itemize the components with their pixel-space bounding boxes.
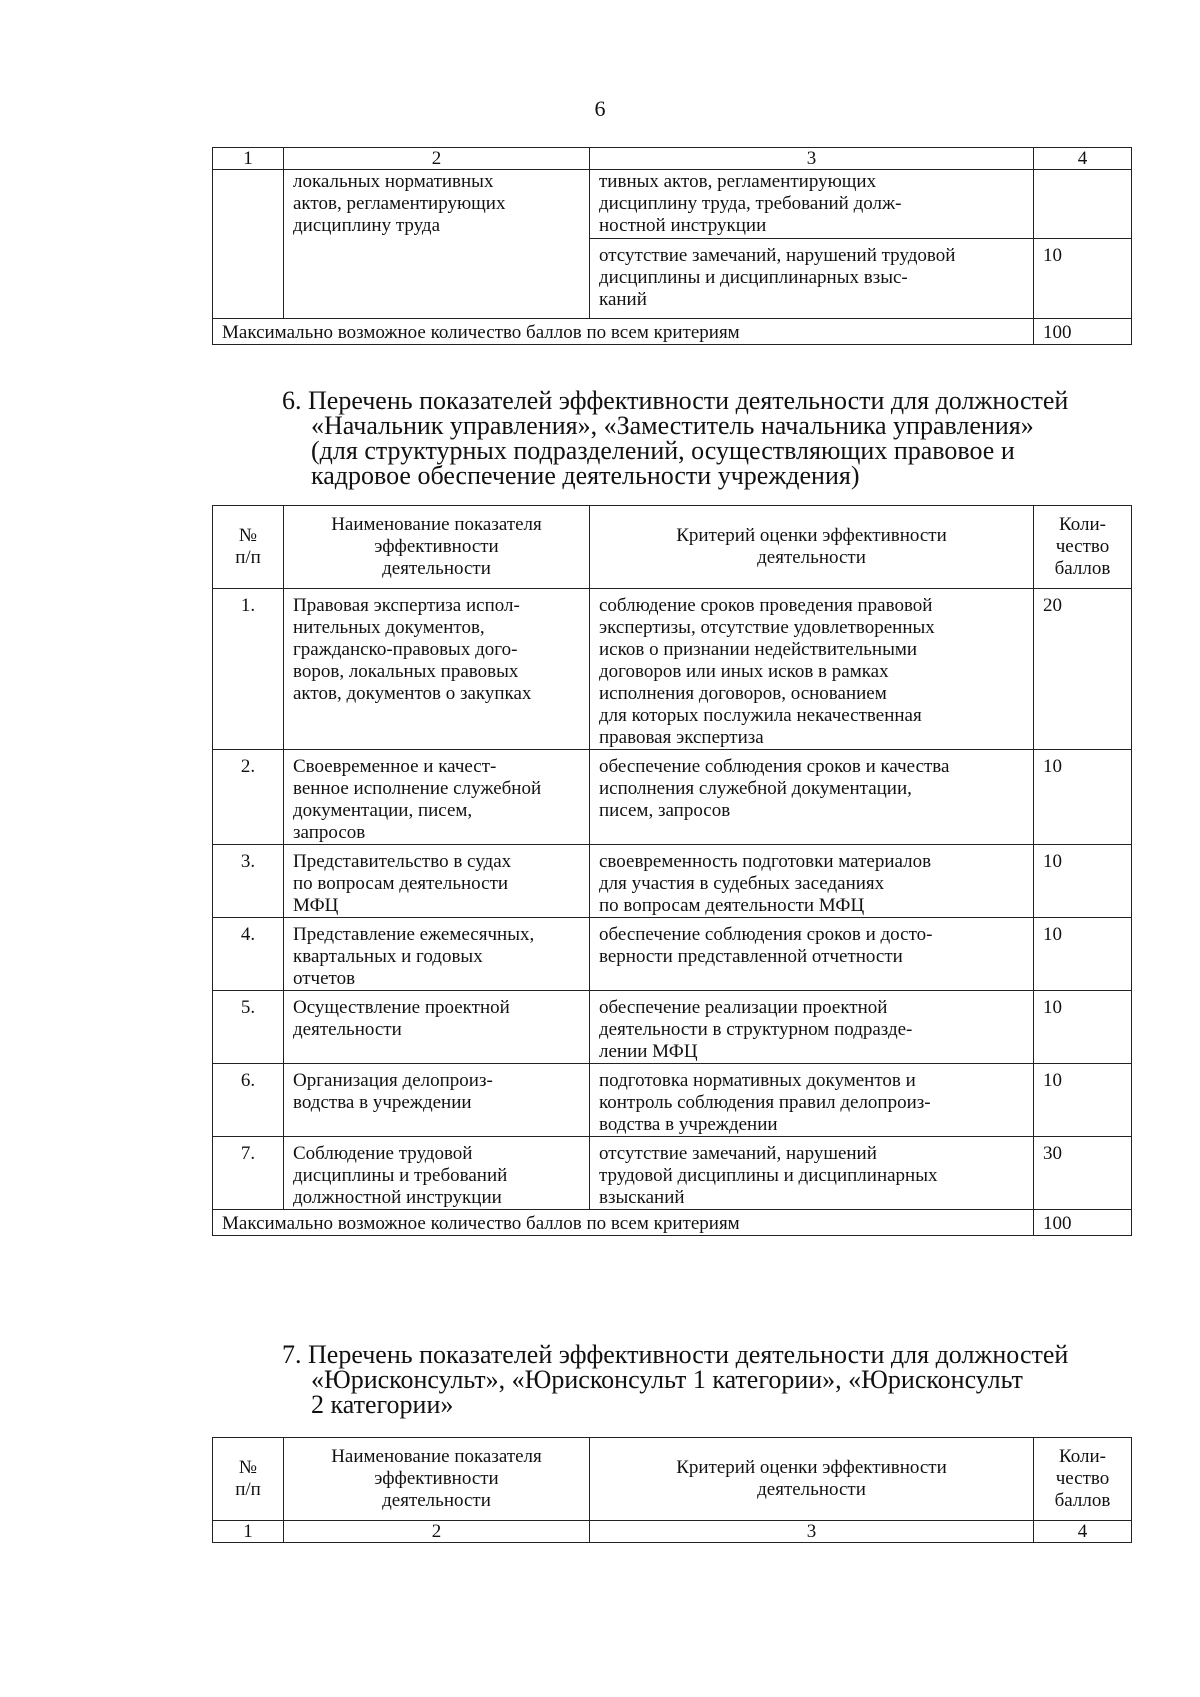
continuation-table bbox=[212, 147, 1132, 345]
text-line: писем, запросов bbox=[599, 800, 731, 821]
heading-line: кадровое обеспечение деятельности учреждения) bbox=[311, 461, 860, 490]
text-line: дисциплины и дисциплинарных взыс- bbox=[599, 267, 908, 288]
text-line: исполнения договоров, основанием bbox=[599, 683, 887, 704]
text-line: деятельности в структурном подразде- bbox=[599, 1019, 913, 1040]
text-line: документации, писем, bbox=[293, 800, 473, 821]
score-cell: 10 bbox=[1034, 239, 1132, 319]
header-row bbox=[213, 1438, 1132, 1521]
indicator-name bbox=[284, 589, 590, 750]
criterion bbox=[590, 750, 1034, 845]
text-line: водства в учреждении bbox=[599, 1114, 778, 1135]
colnum-cell: 2 bbox=[284, 148, 590, 170]
indicator-name bbox=[284, 991, 590, 1064]
text-line: обеспечение реализации проектной bbox=[599, 997, 888, 1018]
score-cell bbox=[1034, 170, 1132, 239]
table-row bbox=[213, 589, 1132, 750]
text-line: каний bbox=[599, 289, 647, 310]
table-row bbox=[213, 750, 1132, 845]
text-line: МФЦ bbox=[293, 895, 339, 916]
text-line: водства в учреждении bbox=[293, 1092, 472, 1113]
score: 10 bbox=[1034, 845, 1132, 918]
section-7-table bbox=[212, 1437, 1132, 1543]
score: 20 bbox=[1034, 589, 1132, 750]
text-line: Осуществление проектной bbox=[293, 997, 510, 1018]
page-number: 6 bbox=[594, 96, 606, 121]
criterion bbox=[590, 991, 1034, 1064]
text-line: Своевременное и качест- bbox=[293, 756, 497, 777]
text-line: эффективности bbox=[374, 536, 499, 557]
text-line: трудовой дисциплины и дисциплинарных bbox=[599, 1165, 938, 1186]
text-line: Критерий оценки эффективности bbox=[676, 525, 947, 546]
colnum-cell: 3 bbox=[590, 1521, 1034, 1543]
text-line: деятельности bbox=[757, 547, 866, 568]
text-line: деятельности bbox=[293, 1019, 402, 1040]
text-line: Организация делопроиз- bbox=[293, 1070, 493, 1091]
text-line: баллов bbox=[1054, 1490, 1111, 1511]
colnum-cell: 1 bbox=[213, 148, 284, 170]
text-line: для которых послужила некачественная bbox=[599, 705, 922, 726]
num-cell bbox=[213, 170, 284, 319]
text-line: воров, локальных правовых bbox=[293, 661, 519, 682]
total-value: 100 bbox=[1034, 1210, 1132, 1236]
table-row bbox=[213, 170, 1132, 239]
row-num: 1. bbox=[213, 589, 284, 750]
header-name bbox=[284, 1438, 590, 1521]
text-line: для участия в судебных заседаниях bbox=[599, 873, 885, 894]
text-line: локальных нормативных bbox=[293, 171, 494, 192]
header-score bbox=[1034, 506, 1132, 589]
row-num: 2. bbox=[213, 750, 284, 845]
text-line: правовая экспертиза bbox=[599, 727, 764, 748]
table-row bbox=[213, 1137, 1132, 1210]
section-6-heading bbox=[282, 388, 1142, 488]
score: 10 bbox=[1034, 991, 1132, 1064]
text-line: Соблюдение трудовой bbox=[293, 1143, 473, 1164]
text-line: исполнения служебной документации, bbox=[599, 778, 912, 799]
score: 10 bbox=[1034, 1064, 1132, 1137]
text-line: соблюдение сроков проведения правовой bbox=[599, 595, 933, 616]
colnum-cell: 1 bbox=[213, 1521, 284, 1543]
text-line: квартальных и годовых bbox=[293, 946, 483, 967]
criterion bbox=[590, 845, 1034, 918]
header-name bbox=[284, 506, 590, 589]
text-line: экспертизы, отсутствие удовлетворенных bbox=[599, 617, 935, 638]
text-line: деятельности bbox=[757, 1479, 866, 1500]
text-line: чество bbox=[1055, 1468, 1110, 1489]
heading-line: 6. Перечень показателей эффективности деятельности для должностей bbox=[282, 386, 1069, 415]
indicator-name bbox=[284, 1064, 590, 1137]
row-num: 3. bbox=[213, 845, 284, 918]
text-line: Коли- bbox=[1059, 1446, 1106, 1467]
heading-line: (для структурных подразделений, осуществляющих правовое и bbox=[311, 436, 1015, 465]
criterion bbox=[590, 1137, 1034, 1210]
text-line: п/п bbox=[235, 547, 261, 568]
header-criterion bbox=[590, 506, 1034, 589]
indicator-name bbox=[284, 845, 590, 918]
text-line: тивных актов, регламентирующих bbox=[599, 171, 877, 192]
text-line: Критерий оценки эффективности bbox=[676, 1457, 947, 1478]
text-line: нительных документов, bbox=[293, 617, 485, 638]
text-line: Наименование показателя bbox=[331, 1446, 542, 1467]
criterion bbox=[590, 918, 1034, 991]
text-line: баллов bbox=[1054, 558, 1111, 579]
column-number-row bbox=[213, 148, 1132, 170]
criterion bbox=[590, 589, 1034, 750]
section-6-table bbox=[212, 505, 1132, 1236]
text-line: деятельности bbox=[382, 558, 491, 579]
text-line: Правовая экспертиза испол- bbox=[293, 595, 520, 616]
text-line: ностной инструкции bbox=[599, 215, 767, 236]
text-line: запросов bbox=[293, 822, 366, 843]
row-num: 5. bbox=[213, 991, 284, 1064]
heading-line: «Начальник управления», «Заместитель начальника управления» bbox=[311, 411, 1034, 440]
text-line: венное исполнение служебной bbox=[293, 778, 542, 799]
colnum-cell: 2 bbox=[284, 1521, 590, 1543]
criterion-cell bbox=[590, 239, 1034, 319]
text-line: верности представленной отчетности bbox=[599, 946, 903, 967]
text-line: № bbox=[238, 525, 258, 546]
section-7-heading bbox=[282, 1342, 1142, 1417]
text-line: по вопросам деятельности МФЦ bbox=[599, 895, 865, 916]
header-num bbox=[213, 1438, 284, 1521]
indicator-name bbox=[284, 750, 590, 845]
score: 10 bbox=[1034, 918, 1132, 991]
indicator-name bbox=[284, 1137, 590, 1210]
text-line: деятельности bbox=[382, 1490, 491, 1511]
total-value: 100 bbox=[1034, 319, 1132, 345]
text-line: чество bbox=[1055, 536, 1110, 557]
text-line: договоров или иных исков в рамках bbox=[599, 661, 889, 682]
colnum-cell: 4 bbox=[1034, 1521, 1132, 1543]
heading-line: 2 категории» bbox=[311, 1390, 454, 1419]
text-line: обеспечение соблюдения сроков и качества bbox=[599, 756, 950, 777]
table-row bbox=[213, 1064, 1132, 1137]
text-line: исков о признании недействительными bbox=[599, 639, 918, 660]
text-line: подготовка нормативных документов и bbox=[599, 1070, 916, 1091]
header-num bbox=[213, 506, 284, 589]
text-line: Представительство в судах bbox=[293, 851, 512, 872]
row-num: 4. bbox=[213, 918, 284, 991]
text-line: Коли- bbox=[1059, 514, 1106, 535]
text-line: Наименование показателя bbox=[331, 514, 542, 535]
table-row bbox=[213, 991, 1132, 1064]
text-line: по вопросам деятельности bbox=[293, 873, 509, 894]
text-line: взысканий bbox=[599, 1187, 685, 1208]
text-line: дисциплины и требований bbox=[293, 1165, 508, 1186]
text-line: обеспечение соблюдения сроков и досто- bbox=[599, 924, 933, 945]
text-line: актов, документов о закупках bbox=[293, 683, 532, 704]
criterion bbox=[590, 1064, 1034, 1137]
text-line: дисциплину труда bbox=[293, 215, 441, 236]
text-line: лении МФЦ bbox=[599, 1041, 698, 1062]
colnum-cell: 3 bbox=[590, 148, 1034, 170]
table-row bbox=[213, 845, 1132, 918]
text-line: отсутствие замечаний, нарушений трудовой bbox=[599, 245, 956, 266]
text-line: дисциплину труда, требований долж- bbox=[599, 193, 902, 214]
text-line: своевременность подготовки материалов bbox=[599, 851, 932, 872]
score: 30 bbox=[1034, 1137, 1132, 1210]
score: 10 bbox=[1034, 750, 1132, 845]
text-line: эффективности bbox=[374, 1468, 499, 1489]
indicator-name bbox=[284, 918, 590, 991]
total-label: Максимально возможное количество баллов по всем критериям bbox=[213, 319, 1034, 345]
text-line: № bbox=[238, 1457, 258, 1478]
criterion-cell bbox=[590, 170, 1034, 239]
text-line: гражданско-правовых дого- bbox=[293, 639, 518, 660]
header-score bbox=[1034, 1438, 1132, 1521]
text-line: Представление ежемесячных, bbox=[293, 924, 535, 945]
heading-line: 7. Перечень показателей эффективности деятельности для должностей bbox=[282, 1340, 1069, 1369]
text-line: отчетов bbox=[293, 968, 356, 989]
text-line: отсутствие замечаний, нарушений bbox=[599, 1143, 877, 1164]
text-line: должностной инструкции bbox=[293, 1187, 502, 1208]
header-criterion bbox=[590, 1438, 1034, 1521]
indicator-name-cell bbox=[284, 170, 590, 319]
total-label: Максимально возможное количество баллов по всем критериям bbox=[213, 1210, 1034, 1236]
text-line: актов, регламентирующих bbox=[293, 193, 506, 214]
colnum-cell: 4 bbox=[1034, 148, 1132, 170]
row-num: 7. bbox=[213, 1137, 284, 1210]
text-line: п/п bbox=[235, 1479, 261, 1500]
total-row bbox=[213, 319, 1132, 345]
total-row bbox=[213, 1210, 1132, 1236]
heading-line: «Юрисконсульт», «Юрисконсульт 1 категории», «Юрисконсульт bbox=[311, 1365, 1023, 1394]
text-line: контроль соблюдения правил делопроиз- bbox=[599, 1092, 931, 1113]
row-num: 6. bbox=[213, 1064, 284, 1137]
header-row bbox=[213, 506, 1132, 589]
column-number-row bbox=[213, 1521, 1132, 1543]
table-row bbox=[213, 918, 1132, 991]
